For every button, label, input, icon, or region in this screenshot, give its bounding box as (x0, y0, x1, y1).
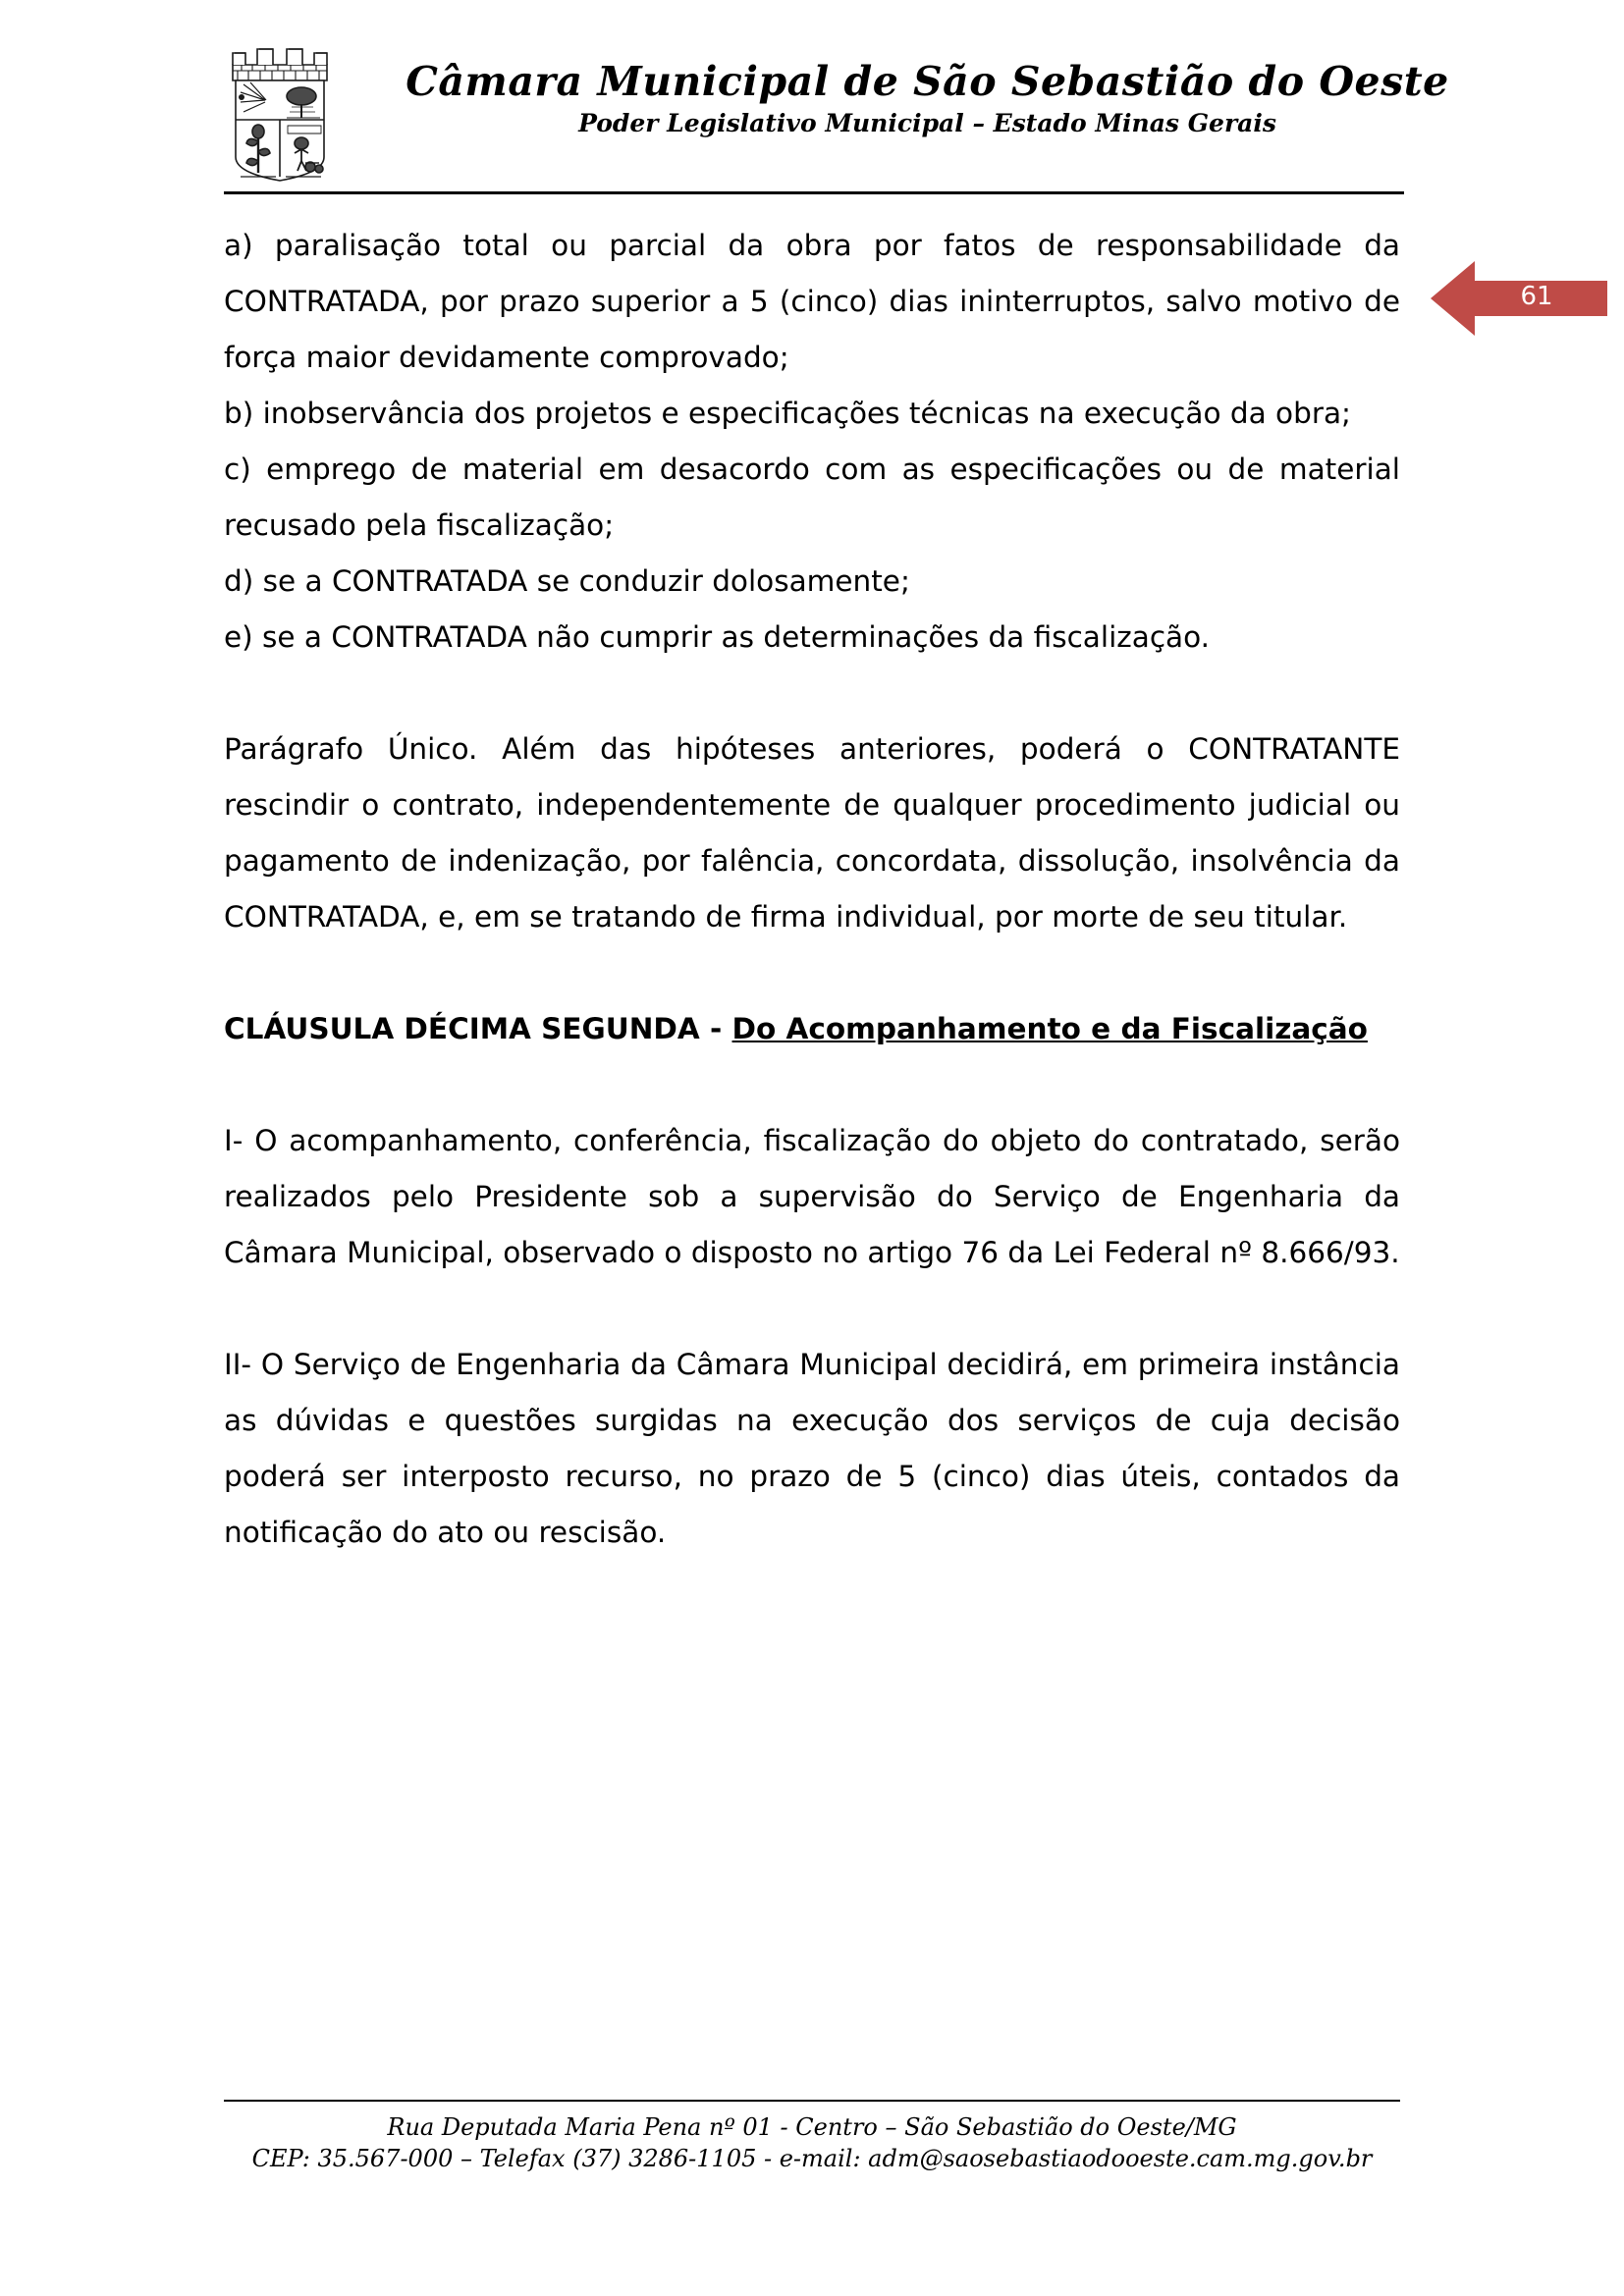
clause-heading-underlined: Do Acompanhamento e da Fiscalização (731, 1012, 1368, 1045)
list-item: c) emprego de material em desacordo com as especificações ou de material recusado pela fiscalização; (224, 453, 1400, 542)
section-item-I: I- O acompanhamento, conferência, fiscalização do objeto do contratado, serão realizados pelo Presidente sob a supervisão do Serviço de Engenharia da Câmara Municipal, observado o disposto no artigo 76 da Lei Federal nº 8.666/93. (224, 1124, 1400, 1269)
document-body (0, 218, 1624, 1561)
header-divider (224, 191, 1404, 194)
coat-of-arms-icon (211, 35, 349, 183)
clause-heading-prefix: CLÁUSULA DÉCIMA SEGUNDA - (224, 1012, 732, 1045)
list-item: d) se a CONTRATADA se conduzir dolosamente; (224, 564, 910, 598)
footer-address: Rua Deputada Maria Pena nº 01 - Centro – São Sebastião do Oeste/MG (387, 2113, 1237, 2141)
list-item: b) inobservância dos projetos e especificações técnicas na execução da obra; (224, 397, 1351, 430)
paragraph-spacer (224, 945, 1400, 1001)
list-item: e) se a CONTRATADA não cumprir as determinações da fiscalização. (224, 620, 1211, 654)
paragrafo-unico: Parágrafo Único. Além das hipóteses anteriores, poderá o CONTRATANTE rescindir o contrato, independentemente de qualquer procedimento judicial ou pagamento de indenização, por falência, concordata, dissolução, insolvência da CONTRATADA, e, em se tratando de firma individual, por morte de seu titular. (224, 732, 1400, 934)
paragraph-spacer (224, 1281, 1400, 1337)
footer-contact: CEP: 35.567-000 – Telefax (37) 3286-1105 - e-mail: adm@saosebastiaodooeste.cam.mg.gov.br (251, 2145, 1373, 2173)
page-marker-arrow (1431, 257, 1607, 340)
clause-heading (224, 1001, 1400, 1057)
footer-divider (224, 2100, 1400, 2102)
section-item-II: II- O Serviço de Engenharia da Câmara Municipal decidirá, em primeira instância as dúvidas e questões surgidas na execução dos serviços de cuja decisão poderá ser interposto recurso, no prazo de 5 (cinco) dias úteis, contados da notificação do ato ou rescisão. (224, 1348, 1400, 1549)
list-item: a) paralisação total ou parcial da obra por fatos de responsabilidade da CONTRATADA, por prazo superior a 5 (cinco) dias ininterruptos, salvo motivo de força maior devidamente comprovado; (224, 229, 1400, 374)
header-title-block (349, 29, 1624, 138)
page-header (0, 0, 1624, 196)
organization-title: Câmara Municipal de São Sebastião do Oeste (406, 58, 1449, 105)
paragraph-spacer (224, 1057, 1400, 1113)
page-footer (0, 2100, 1624, 2296)
page-marker-label: 61 (1520, 282, 1553, 311)
organization-subtitle: Poder Legislativo Municipal – Estado Minas Gerais (578, 109, 1276, 138)
paragraph-spacer (224, 666, 1400, 721)
